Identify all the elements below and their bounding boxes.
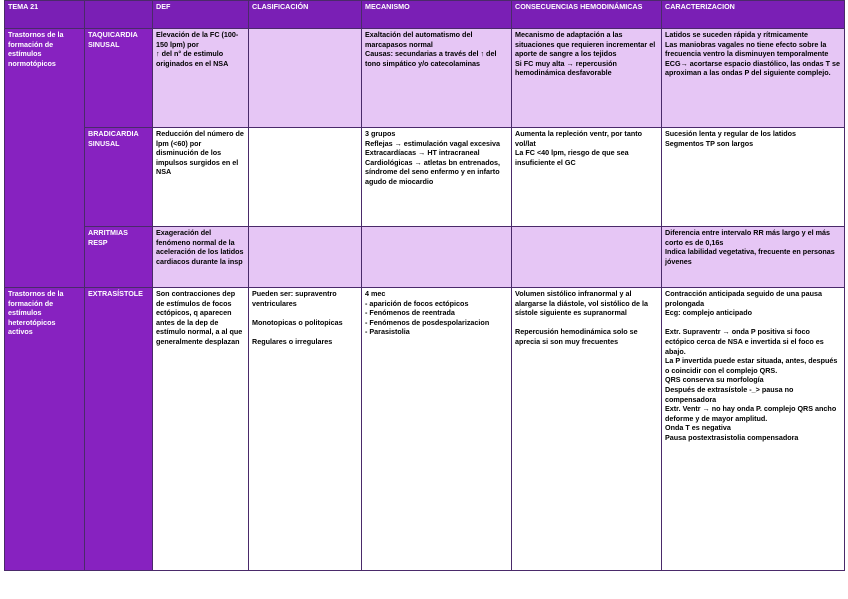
cell-line: - Fenómenos de posdespolarizacion <box>365 317 490 327</box>
cell-line <box>252 308 358 318</box>
cell-line: Reflejas → estimulación vagal excesiva <box>365 138 501 148</box>
cell-line: Reducción del número de lpm (<60) por disminución de los impulsos surgidos en el NSA <box>156 129 244 177</box>
cell-clasificacion <box>249 29 362 128</box>
row-name: EXTRASÍSTOLE <box>85 288 153 571</box>
cell-line <box>665 318 841 328</box>
header-mecanismo: MECANISMO <box>362 1 512 29</box>
cell-line: Pueden ser: supraventro ventriculares <box>252 289 337 308</box>
group-heterotopic: Trastornos de la formación de estímulos heterotópicos activos <box>5 288 85 571</box>
cell-line: Monotopicas o politopicas <box>252 317 343 327</box>
cell-line: Causas: secundarias a través del ↑ del tono simpático y/o catecolaminas <box>365 49 497 68</box>
cell-line: 4 mec <box>365 289 386 298</box>
cell-clasificacion <box>249 128 362 227</box>
cell-line: Contracción anticipada seguido de una pausa prolongada <box>665 289 822 308</box>
cell-consecuencias <box>512 288 662 571</box>
cell-line: Latidos se suceden rápida y rítmicamente <box>665 30 809 39</box>
cell-line: Repercusión hemodinámica solo se aprecia si son muy frecuentes <box>515 327 638 346</box>
cell-line: Indica labilidad vegetativa, frecuente en personas jóvenes <box>665 247 835 266</box>
cell-line: - aparición de focos ectópicos <box>365 298 469 308</box>
cell-line: Después de extrasístole -_> pausa no compensadora <box>665 384 794 404</box>
cell-line: 3 grupos <box>365 129 396 138</box>
row-name: BRADICARDIA SINUSAL <box>85 128 153 227</box>
cell-line: Mecanismo de adaptación a las situaciones que requieren incrementar el aporte de sangre a los tejidos <box>515 30 656 59</box>
table-row <box>5 128 845 227</box>
cell-line <box>252 327 358 337</box>
cell-line: Pausa postextrasistolia compensadora <box>665 432 799 442</box>
cell-line: ECG→ acortarse espacio diastólico, las ondas T se aproximan a las ondas P del siguiente complejo. <box>665 58 840 78</box>
cell-line: Exaltación del automatismo del marcapasos normal <box>365 30 473 49</box>
row-name: TAQUICARDIA SINUSAL <box>85 29 153 128</box>
header-def: DEF <box>153 1 249 29</box>
cell-line: Cardiológicas → atletas bn entrenados, síndrome del seno enfermo y en infarto agudo de miocardio <box>365 157 500 186</box>
cell-def <box>153 227 249 288</box>
header-row <box>5 1 845 29</box>
cell-line: La P invertida puede estar situada, antes, después o coincidir con el complejo QRS. <box>665 356 838 375</box>
row-name: ARRITMIAS RESP <box>85 227 153 288</box>
cell-def <box>153 288 249 571</box>
cell-consecuencias <box>512 227 662 288</box>
cell-mecanismo <box>362 29 512 128</box>
cell-consecuencias <box>512 128 662 227</box>
cell-mecanismo <box>362 128 512 227</box>
cell-line: Elevación de la FC (100-150 lpm) por <box>156 30 239 49</box>
header-tema: TEMA 21 <box>5 1 85 29</box>
header-blank <box>85 1 153 29</box>
cell-line: Son contracciones dep de estímulos de focos ectópicos, q aparecen antes de la dep de estímulo normal, a al que generalmente desplazan <box>156 289 243 346</box>
table-row <box>5 29 845 128</box>
header-consecuencias: CONSECUENCIAS HEMODINÁMICAS <box>512 1 662 29</box>
cell-line: Las maniobras vagales no tiene efecto sobre la frecuencia ventro la disminuyen temporalmente <box>665 39 829 59</box>
cell-line: Segmentos TP son largos <box>665 138 754 148</box>
group-normotopic: Trastornos de la formación de estímulos normotópicos <box>5 29 85 288</box>
header-clasificacion: CLASIFICACIÓN <box>249 1 362 29</box>
cell-caracterizacion <box>662 288 845 571</box>
cell-clasificacion <box>249 227 362 288</box>
header-caracterizacion: CARACTERIZACION <box>662 1 845 29</box>
cell-line: Sucesión lenta y regular de los latidos <box>665 129 797 138</box>
cell-line: Volumen sistólico infranormal y al alargarse la diástole, vol sistólico de la sístole siguiente es supranormal <box>515 289 649 318</box>
arrhythmia-table <box>4 0 845 571</box>
cell-line: Diferencia entre intervalo RR más largo y el más corto es de 0,16s <box>665 228 830 247</box>
cell-line: Aumenta la repleción ventr, por tanto vol/lat <box>515 129 643 148</box>
cell-line: Ecg: complejo anticipado <box>665 308 753 318</box>
cell-line: Extracardíacas → HT intracraneal <box>365 148 480 158</box>
cell-line: Onda T es negativa <box>665 423 731 433</box>
cell-line: Extr. Ventr → no hay onda P. complejo QRS ancho deforme y de mayor amplitud. <box>665 404 837 423</box>
cell-caracterizacion <box>662 227 845 288</box>
cell-line: La FC <40 lpm, riesgo de que sea insuficiente el GC <box>515 148 629 167</box>
cell-caracterizacion <box>662 29 845 128</box>
cell-mecanismo <box>362 227 512 288</box>
table-row <box>5 227 845 288</box>
cell-consecuencias <box>512 29 662 128</box>
cell-def <box>153 29 249 128</box>
cell-line <box>515 318 658 328</box>
cell-line: - Fenómenos de reentrada <box>365 308 455 318</box>
cell-line: - Parasistolia <box>365 327 410 337</box>
cell-line: Regulares o irregulares <box>252 336 333 346</box>
cell-line: Si FC muy alta → repercusión hemodinámica desfavorable <box>515 58 617 78</box>
cell-mecanismo <box>362 288 512 571</box>
cell-line: ↑ del n° de estimulo originados en el NSA <box>156 49 229 68</box>
cell-clasificacion <box>249 288 362 571</box>
table-row <box>5 288 845 571</box>
cell-def <box>153 128 249 227</box>
cell-line: Exageración del fenómeno normal de la aceleración de los latidos cardiacos durante la insp <box>156 228 244 266</box>
cell-line: Extr. Supraventr → onda P positiva si foco ectópico cerca de NSA e invertida si el foco es abajo. <box>665 327 824 356</box>
cell-caracterizacion <box>662 128 845 227</box>
cell-line: QRS conserva su morfología <box>665 375 764 385</box>
